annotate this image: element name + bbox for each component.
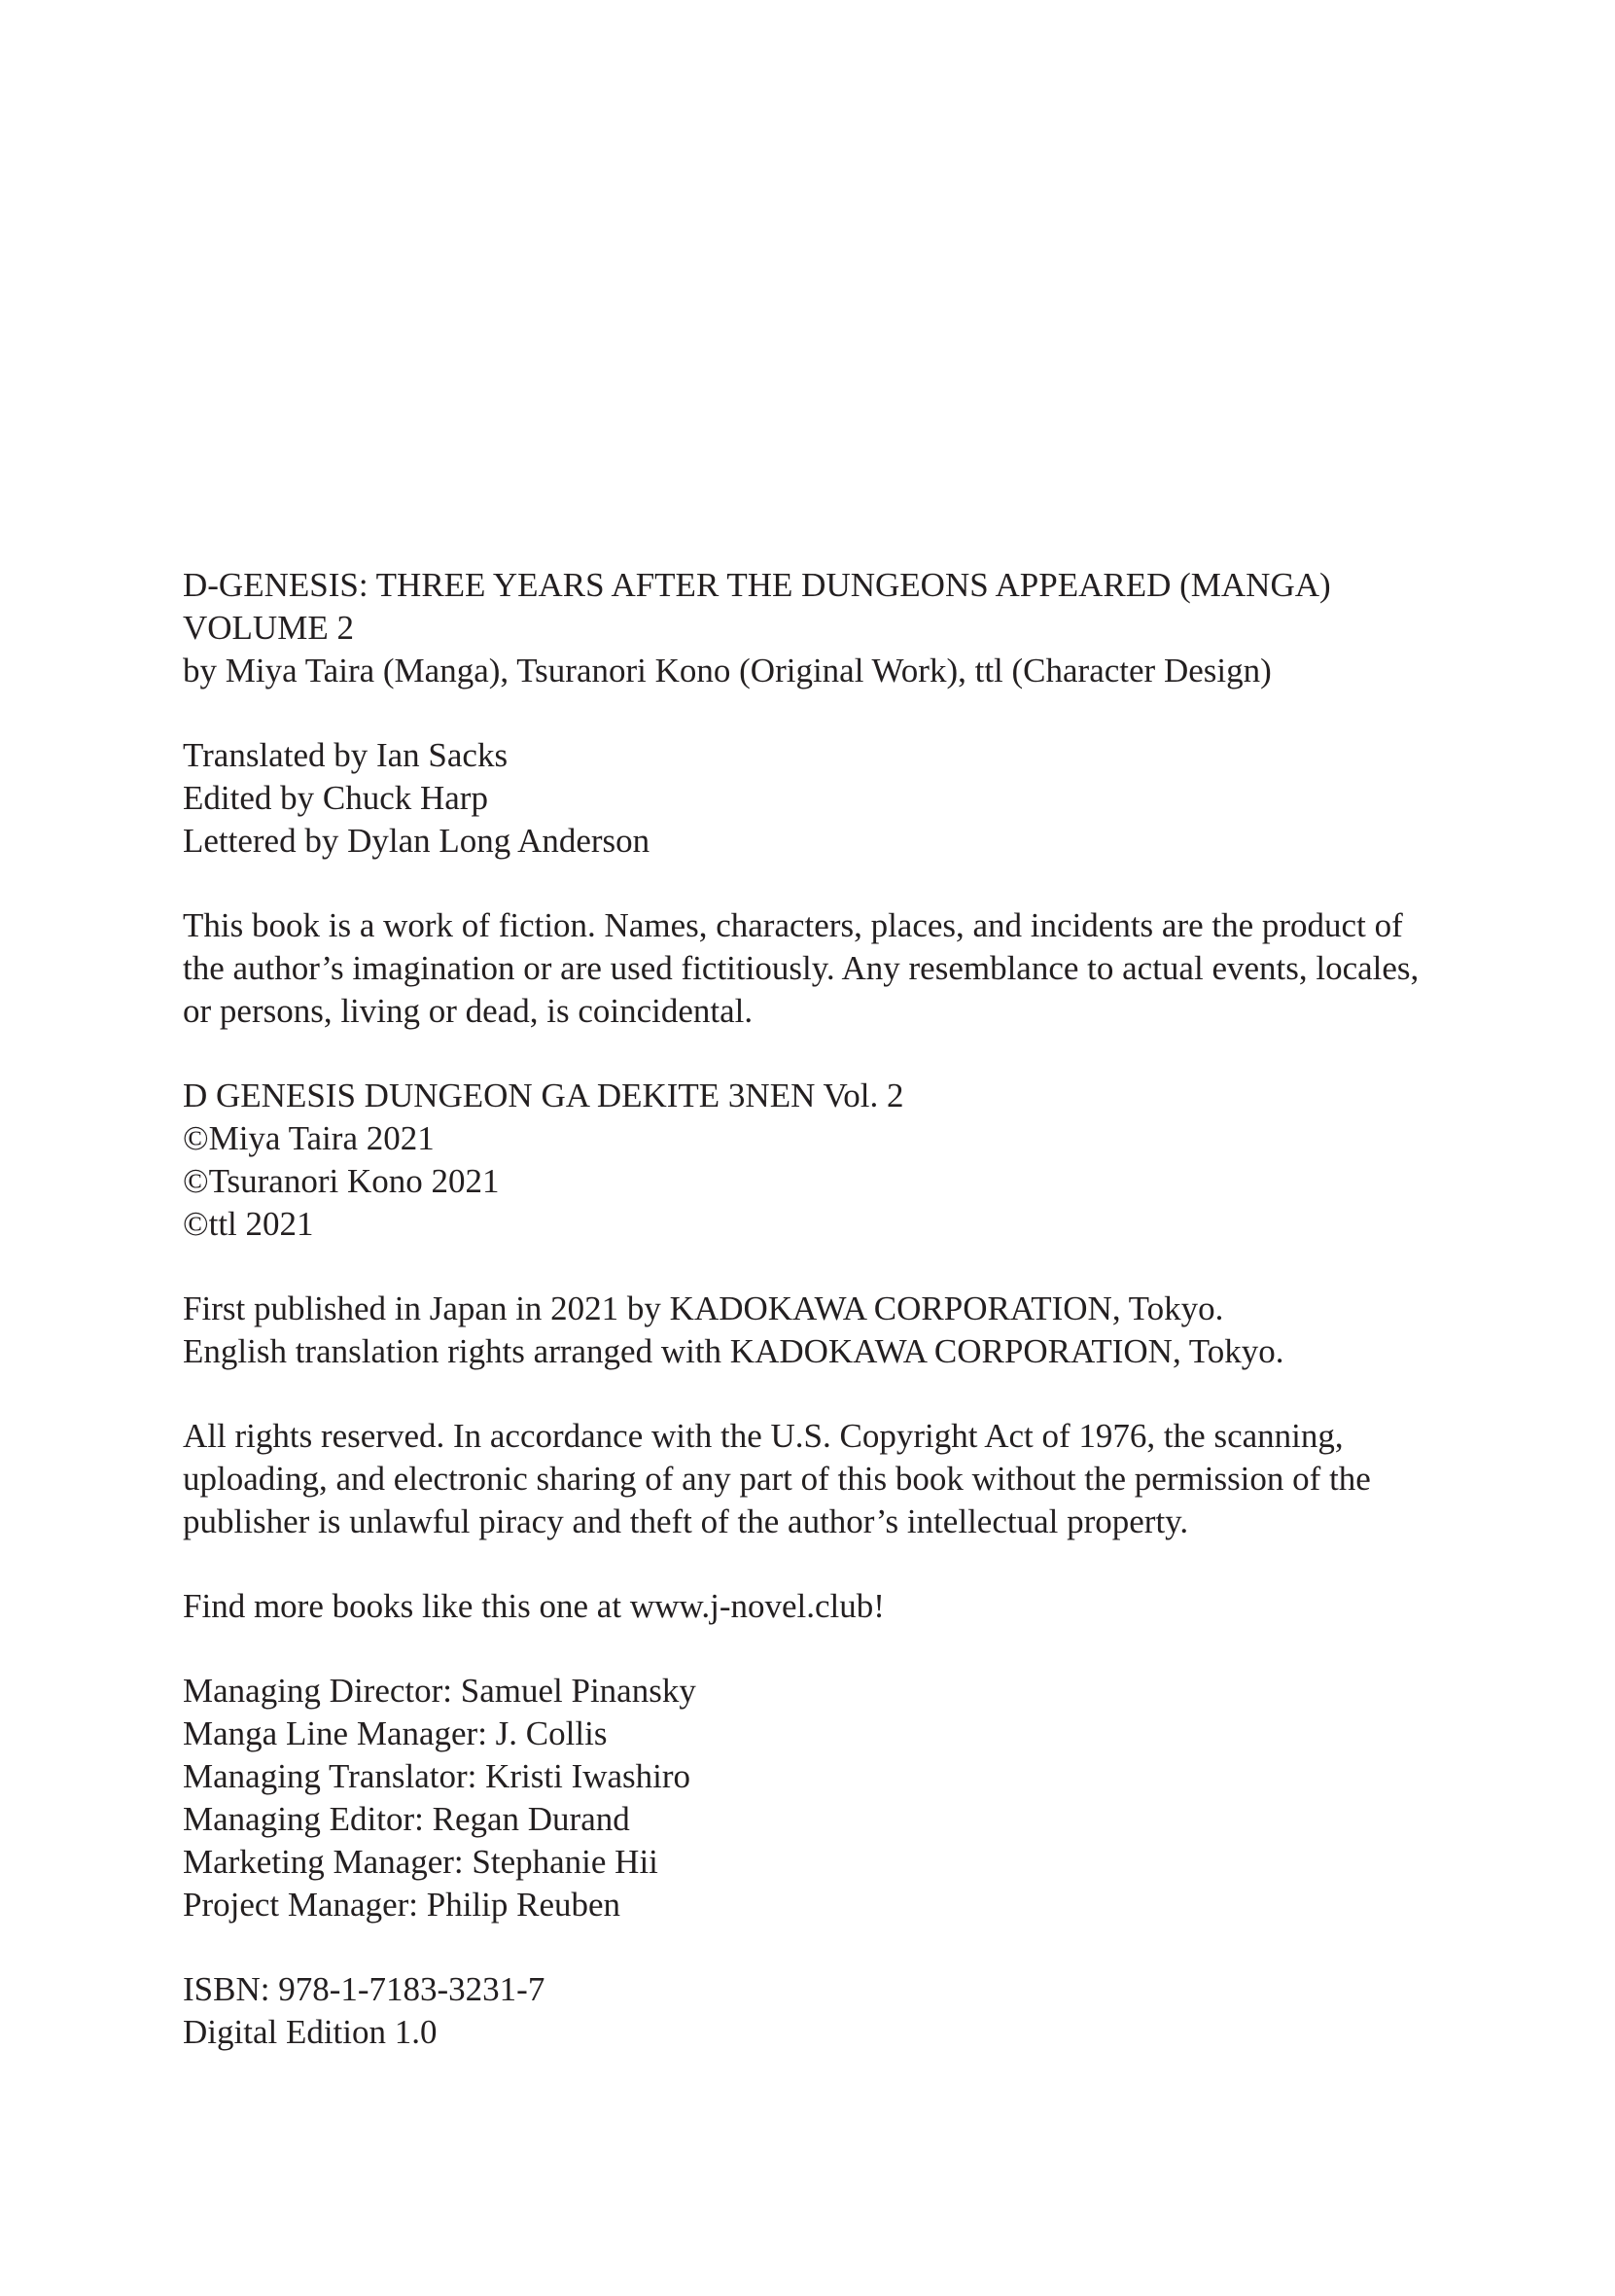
fiction-disclaimer (183, 904, 1486, 1033)
copyright-page (183, 564, 1486, 2096)
copyright-notice: ©Tsuranori Kono 2021 (183, 1162, 500, 1200)
promo-text: Find more books like this one at www.j-novel.club! (183, 1587, 885, 1625)
copyright-notice: ©ttl 2021 (183, 1205, 314, 1243)
staff-line: Project Manager: Philip Reuben (183, 1886, 621, 1924)
translator-credit: Translated by Ian Sacks (183, 736, 509, 774)
volume-number: VOLUME 2 (183, 609, 354, 647)
disclaimer-line: or persons, living or dead, is coincidental. (183, 992, 754, 1030)
digital-edition: Digital Edition 1.0 (183, 2013, 438, 2051)
editor-credit: Edited by Chuck Harp (183, 779, 488, 817)
staff-line: Marketing Manager: Stephanie Hii (183, 1843, 658, 1881)
promo-block (183, 1585, 1486, 1628)
credits-block (183, 734, 1486, 863)
staff-line: Managing Director: Samuel Pinansky (183, 1672, 696, 1710)
edition-block (183, 1968, 1486, 2054)
staff-block (183, 1670, 1486, 1926)
first-published-line: First published in Japan in 2021 by KADOKAWA CORPORATION, Tokyo. (183, 1289, 1224, 1327)
staff-line: Managing Translator: Kristi Iwashiro (183, 1757, 691, 1795)
original-title: D GENESIS DUNGEON GA DEKITE 3NEN Vol. 2 (183, 1077, 904, 1114)
rights-line: publisher is unlawful piracy and theft of the author’s intellectual property. (183, 1502, 1189, 1540)
translation-rights-line: English translation rights arranged with KADOKAWA CORPORATION, Tokyo. (183, 1332, 1284, 1370)
rights-line: uploading, and electronic sharing of any part of this book without the permission of the (183, 1460, 1371, 1498)
rights-line: All rights reserved. In accordance with the U.S. Copyright Act of 1976, the scanning, (183, 1417, 1344, 1455)
rights-reserved-block (183, 1415, 1486, 1543)
original-copyright-block (183, 1075, 1486, 1246)
staff-line: Manga Line Manager: J. Collis (183, 1714, 608, 1752)
series-title: D-GENESIS: THREE YEARS AFTER THE DUNGEONS APPEARED (MANGA) (183, 566, 1331, 604)
disclaimer-line: This book is a work of fiction. Names, characters, places, and incidents are the product of (183, 906, 1403, 944)
copyright-notice: ©Miya Taira 2021 (183, 1119, 435, 1157)
letterer-credit: Lettered by Dylan Long Anderson (183, 822, 650, 860)
disclaimer-line: the author’s imagination or are used fictitiously. Any resemblance to actual events, locales, (183, 949, 1420, 987)
title-block (183, 564, 1486, 692)
staff-line: Managing Editor: Regan Durand (183, 1800, 630, 1838)
isbn: ISBN: 978-1-7183-3231-7 (183, 1970, 545, 2008)
byline: by Miya Taira (Manga), Tsuranori Kono (Original Work), ttl (Character Design) (183, 652, 1272, 689)
publication-block (183, 1288, 1486, 1373)
